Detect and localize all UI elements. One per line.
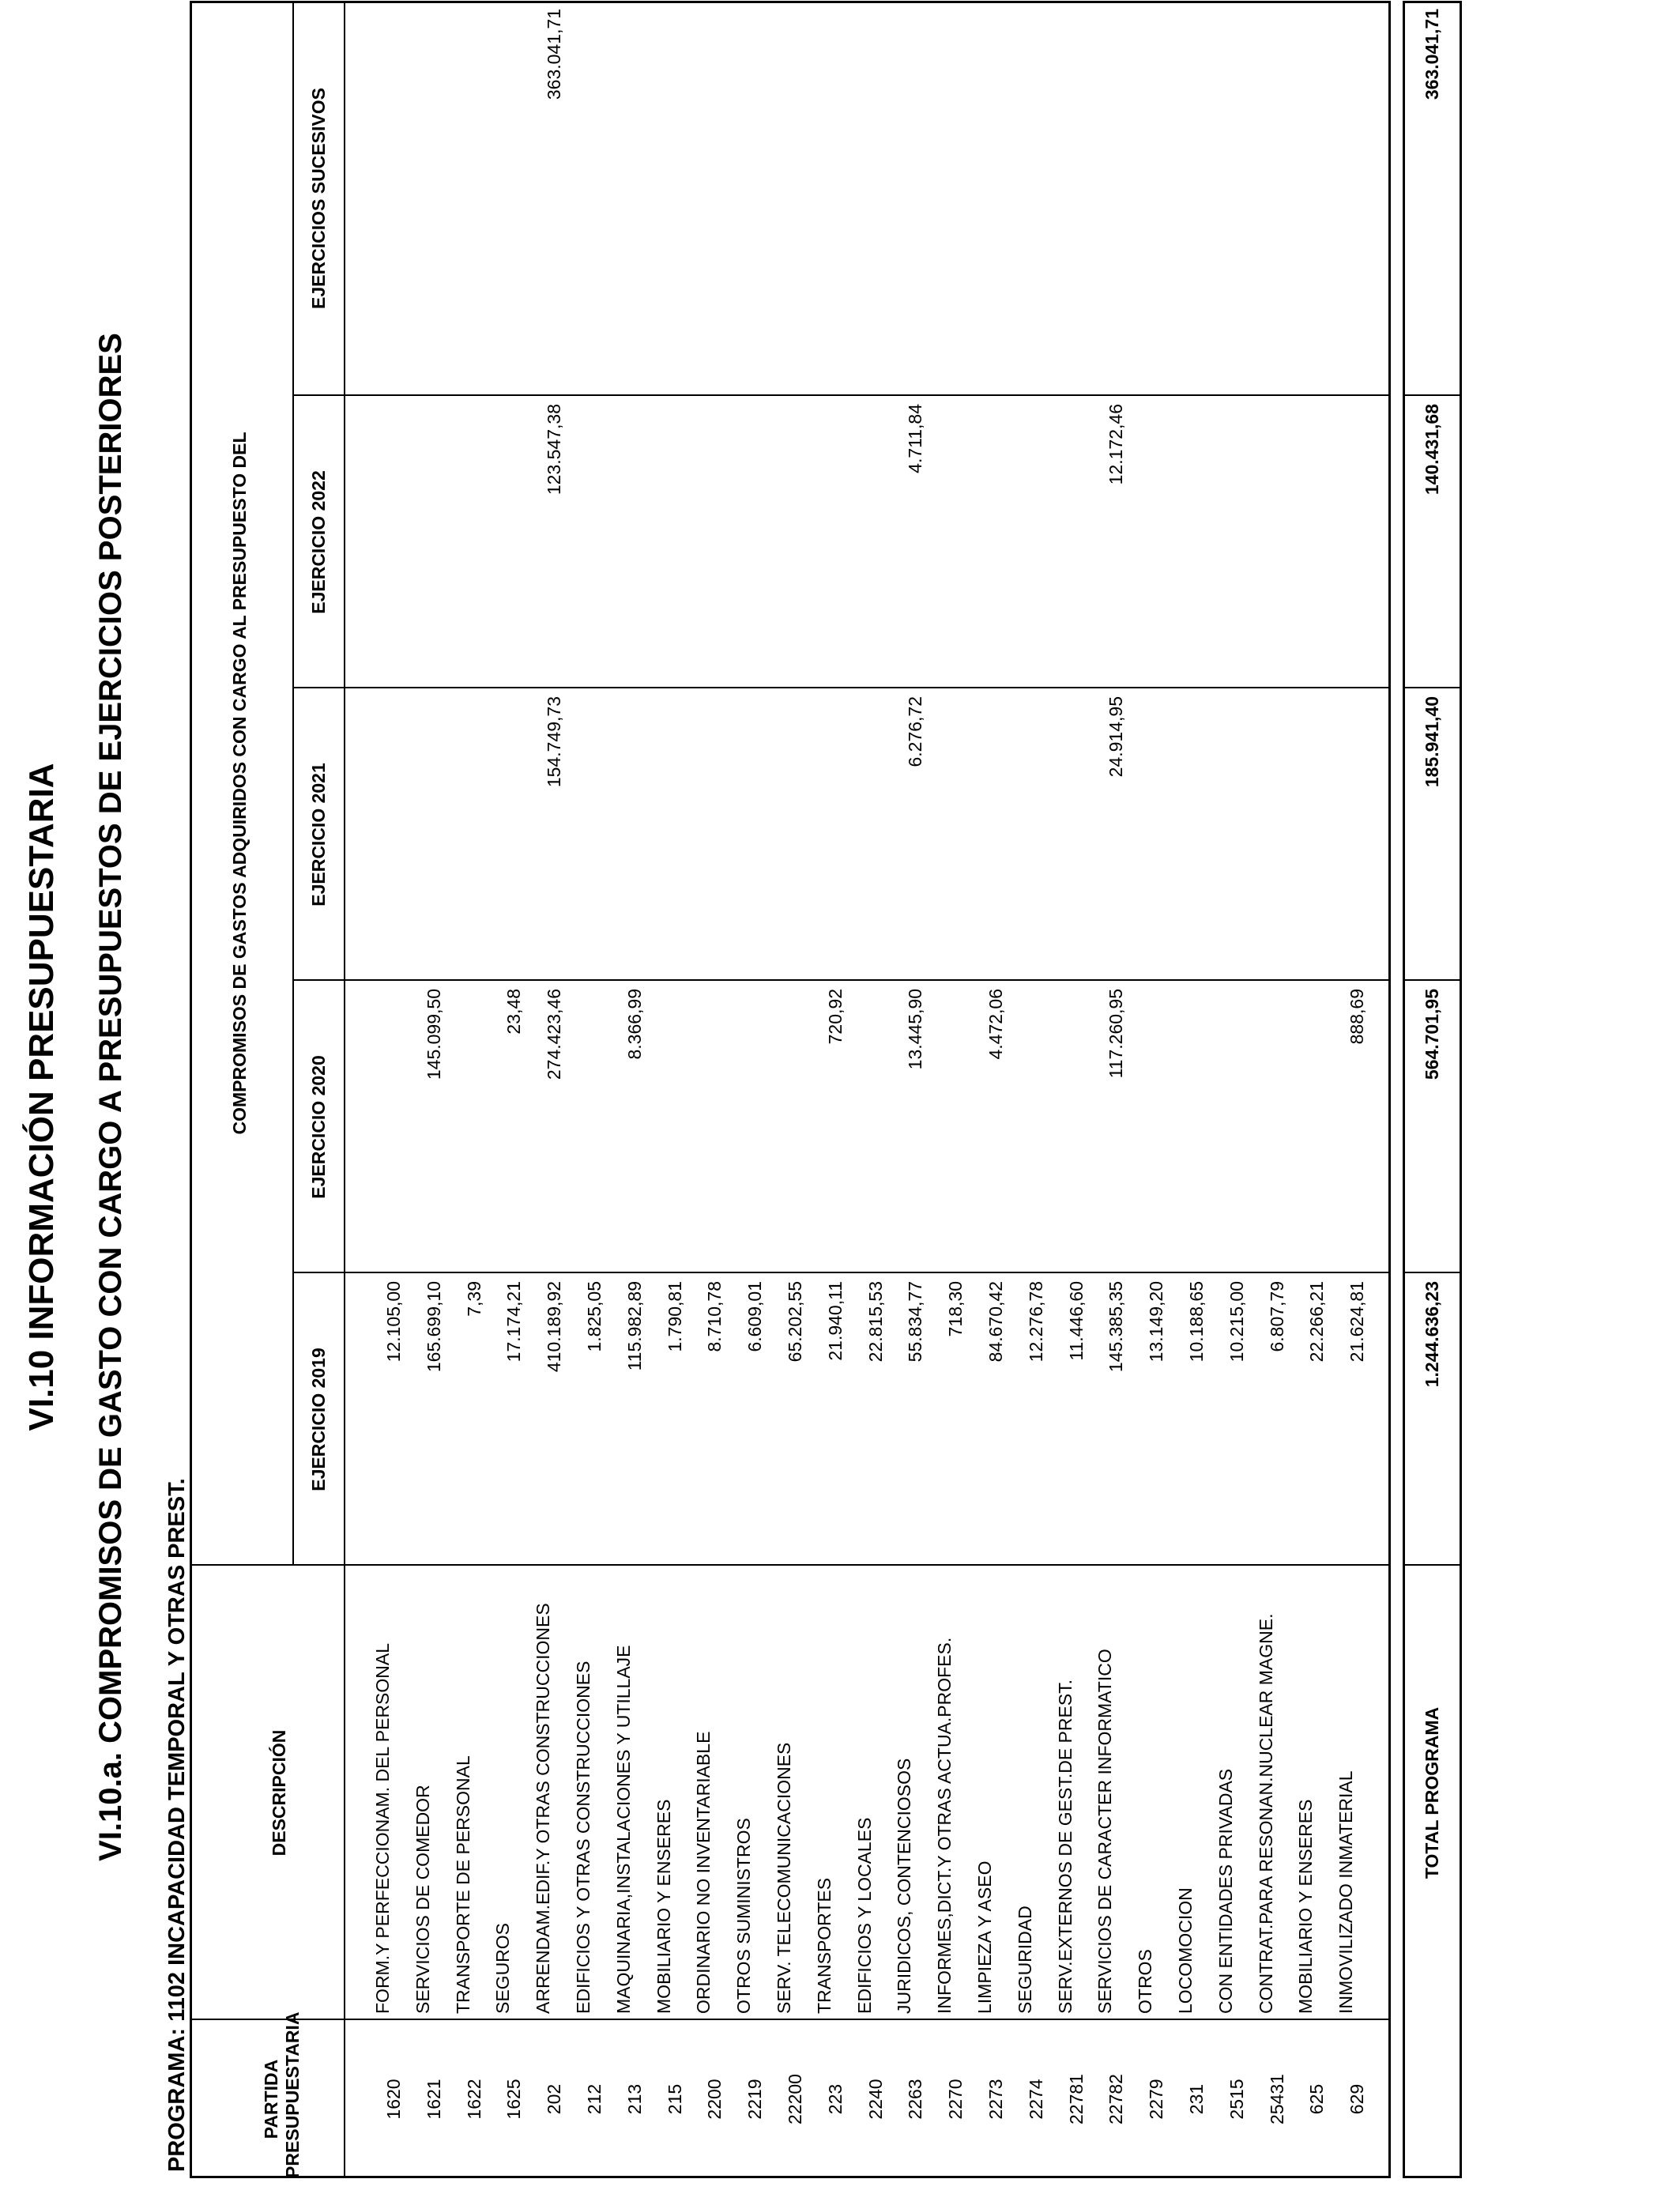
description: INFORMES,DICT.Y OTRAS ACTUA.PROFES. xyxy=(934,1637,955,2014)
partida-code: 1621 xyxy=(423,2079,444,2120)
total-amount: 363.041,71 xyxy=(1422,9,1442,100)
amount-cell: 1.825,05 xyxy=(584,1281,605,1352)
description: SERV.EXTERNOS DE GEST.DE PREST. xyxy=(1054,1679,1075,2014)
total-amount: 185.941,40 xyxy=(1422,696,1442,788)
total-column-divider xyxy=(1403,687,1462,688)
partida-code: 212 xyxy=(584,2083,605,2115)
amount-cell: 10.188,65 xyxy=(1186,1281,1207,1363)
description: OTROS xyxy=(1135,1949,1156,2014)
total-amount: 564.701,95 xyxy=(1422,989,1442,1080)
amount-cell: 4.711,84 xyxy=(905,404,926,473)
amount-cell: 24.914,95 xyxy=(1106,696,1127,778)
amount-cell: 22.266,21 xyxy=(1306,1281,1328,1363)
main-title: VI.10 INFORMACIÓN PRESUPUESTARIA xyxy=(22,763,61,1431)
partida-code: 1622 xyxy=(463,2079,484,2120)
amount-cell: 65.202,55 xyxy=(785,1281,805,1363)
total-column-divider xyxy=(1403,1564,1462,1566)
description: EDIFICIOS Y LOCALES xyxy=(853,1817,875,2014)
amount-cell: 720,92 xyxy=(824,989,846,1045)
description: FORM.Y PERFECCIONAM. DEL PERSONAL xyxy=(372,1642,393,2014)
amount-cell: 6.609,01 xyxy=(744,1281,766,1352)
total-column-divider xyxy=(1403,394,1462,396)
partida-code: 25431 xyxy=(1266,2074,1287,2124)
partida-code: 215 xyxy=(664,2083,685,2115)
description: SERVICIOS DE CARACTER INFORMATICO xyxy=(1094,1649,1116,2014)
description: LIMPIEZA Y ASEO xyxy=(974,1860,995,2014)
amount-cell: 7,39 xyxy=(463,1281,484,1317)
header-year-4: EJERCICIOS SUCESIVOS xyxy=(308,88,329,309)
partida-code: 202 xyxy=(544,2083,565,2115)
partida-code: 223 xyxy=(824,2083,846,2115)
header-year-3: EJERCICIO 2022 xyxy=(308,470,329,614)
description: SEGURIDAD xyxy=(1014,1906,1035,2014)
total-amount: 1.244.636,23 xyxy=(1422,1281,1442,1388)
amount-cell: 8.710,78 xyxy=(704,1281,725,1352)
partida-code: 22782 xyxy=(1106,2074,1127,2124)
amount-cell: 1.790,81 xyxy=(664,1281,685,1352)
description: MOBILIARIO Y ENSERES xyxy=(653,1799,674,2014)
group-header-divider xyxy=(292,1,294,1566)
amount-cell: 13.149,20 xyxy=(1146,1281,1167,1363)
header-year-1: EJERCICIO 2020 xyxy=(308,1055,329,1199)
column-divider xyxy=(292,1272,1391,1273)
amount-cell: 4.472,06 xyxy=(985,989,1006,1060)
subtitle: VI.10.a. COMPROMISOS DE GASTO CON CARGO A PRESUPUESTOS DE EJERCICIOS POSTERIORES xyxy=(93,333,128,1861)
partida-code: 1620 xyxy=(383,2079,404,2120)
amount-cell: 84.670,42 xyxy=(985,1281,1006,1363)
description: TRANSPORTES xyxy=(813,1877,834,2014)
amount-cell: 17.174,21 xyxy=(503,1281,525,1363)
description: TRANSPORTE DE PERSONAL xyxy=(452,1755,473,2014)
description: MAQUINARIA,INSTALACIONES Y UTILLAJE xyxy=(612,1645,634,2014)
amount-cell: 363.041,71 xyxy=(544,9,565,100)
amount-cell: 718,30 xyxy=(945,1281,966,1337)
description: CON ENTIDADES PRIVADAS xyxy=(1215,1768,1236,2014)
partida-code: 231 xyxy=(1186,2083,1207,2115)
amount-cell: 123.547,38 xyxy=(544,404,565,496)
description: SERV. TELECOMUNICACIONES xyxy=(774,1742,794,2014)
amount-cell: 6.807,79 xyxy=(1266,1281,1287,1352)
description: LOCOMOCION xyxy=(1175,1887,1196,2014)
description: JURIDICOS, CONTENCIOSOS xyxy=(894,1758,915,2014)
header-year-0: EJERCICIO 2019 xyxy=(308,1348,329,1491)
description: SERVICIOS DE COMEDOR xyxy=(412,1785,433,2014)
partida-code: 2279 xyxy=(1146,2079,1167,2120)
column-divider xyxy=(292,394,1391,396)
amount-cell: 21.624,81 xyxy=(1347,1281,1368,1363)
amount-cell: 23,48 xyxy=(503,989,525,1035)
amount-cell: 10.215,00 xyxy=(1226,1281,1247,1363)
header-year-2: EJERCICIO 2021 xyxy=(308,763,329,907)
amount-cell: 145.385,35 xyxy=(1106,1281,1127,1373)
partida-code: 213 xyxy=(623,2083,645,2115)
description: ARRENDAM.EDIF.Y OTRAS CONSTRUCCIONES xyxy=(533,1603,554,2014)
amount-cell: 11.446,60 xyxy=(1065,1281,1087,1361)
amount-cell: 12.105,00 xyxy=(383,1281,404,1363)
program-label: PROGRAMA: 1102 INCAPACIDAD TEMPORAL Y OTRAS PREST. xyxy=(164,1478,190,2172)
description: EDIFICIOS Y OTRAS CONSTRUCCIONES xyxy=(573,1661,593,2014)
partida-code: 2263 xyxy=(905,2079,926,2120)
description: MOBILIARIO Y ENSERES xyxy=(1295,1799,1317,2014)
amount-cell: 21.940,11 xyxy=(824,1281,846,1361)
partida-code: 2515 xyxy=(1226,2079,1247,2120)
header-group: COMPROMISOS DE GASTOS ADQUIRIDOS CON CARGO AL PRESUPUESTO DEL xyxy=(229,432,250,1135)
total-column-divider xyxy=(1403,1272,1462,1273)
column-divider xyxy=(292,687,1391,688)
total-label: TOTAL PROGRAMA xyxy=(1422,1706,1442,1879)
partida-code: 629 xyxy=(1347,2083,1368,2115)
amount-cell: 117.260,95 xyxy=(1106,989,1127,1079)
description: INMOVILIZADO INMATERIAL xyxy=(1335,1770,1357,2014)
amount-cell: 115.982,89 xyxy=(623,1281,645,1371)
amount-cell: 165.699,10 xyxy=(423,1281,444,1373)
amount-cell: 145.099,50 xyxy=(423,989,444,1080)
header-descripcion: DESCRIPCIÓN xyxy=(269,1729,289,1857)
amount-cell: 12.276,78 xyxy=(1025,1281,1046,1363)
amount-cell: 13.445,90 xyxy=(905,989,926,1070)
amount-cell: 274.423,46 xyxy=(544,989,565,1080)
partida-code: 1625 xyxy=(503,2079,525,2120)
amount-cell: 8.366,99 xyxy=(623,989,645,1060)
partida-code: 22200 xyxy=(785,2074,805,2124)
total-amount: 140.431,68 xyxy=(1422,404,1442,496)
partida-code: 2270 xyxy=(945,2079,966,2120)
amount-cell: 22.815,53 xyxy=(864,1281,886,1363)
partida-code: 625 xyxy=(1306,2083,1328,2115)
header-partida: PARTIDA PRESUPUESTARIA xyxy=(261,2011,303,2178)
amount-cell: 12.172,46 xyxy=(1106,404,1127,485)
amount-cell: 154.749,73 xyxy=(544,696,565,788)
description: ORDINARIO NO INVENTARIABLE xyxy=(693,1731,714,2014)
header-divider xyxy=(344,1,345,2178)
amount-cell: 410.189,92 xyxy=(544,1281,565,1373)
partida-code: 2274 xyxy=(1025,2079,1046,2120)
partida-code: 22781 xyxy=(1065,2074,1087,2124)
partida-code: 2240 xyxy=(864,2079,886,2120)
amount-cell: 6.276,72 xyxy=(905,696,926,767)
description: SEGUROS xyxy=(492,1922,514,2014)
column-divider xyxy=(190,1564,1391,1566)
partida-code: 2273 xyxy=(985,2079,1006,2120)
column-divider xyxy=(292,979,1391,981)
partida-code: 2219 xyxy=(744,2079,766,2120)
amount-cell: 888,69 xyxy=(1347,989,1368,1045)
description: OTROS SUMINISTROS xyxy=(733,1818,755,2014)
amount-cell: 55.834,77 xyxy=(905,1281,926,1363)
total-column-divider xyxy=(1403,979,1462,981)
partida-code: 2200 xyxy=(704,2079,725,2120)
description: CONTRAT.PARA RESONAN.NUCLEAR MAGNE. xyxy=(1255,1613,1276,2014)
